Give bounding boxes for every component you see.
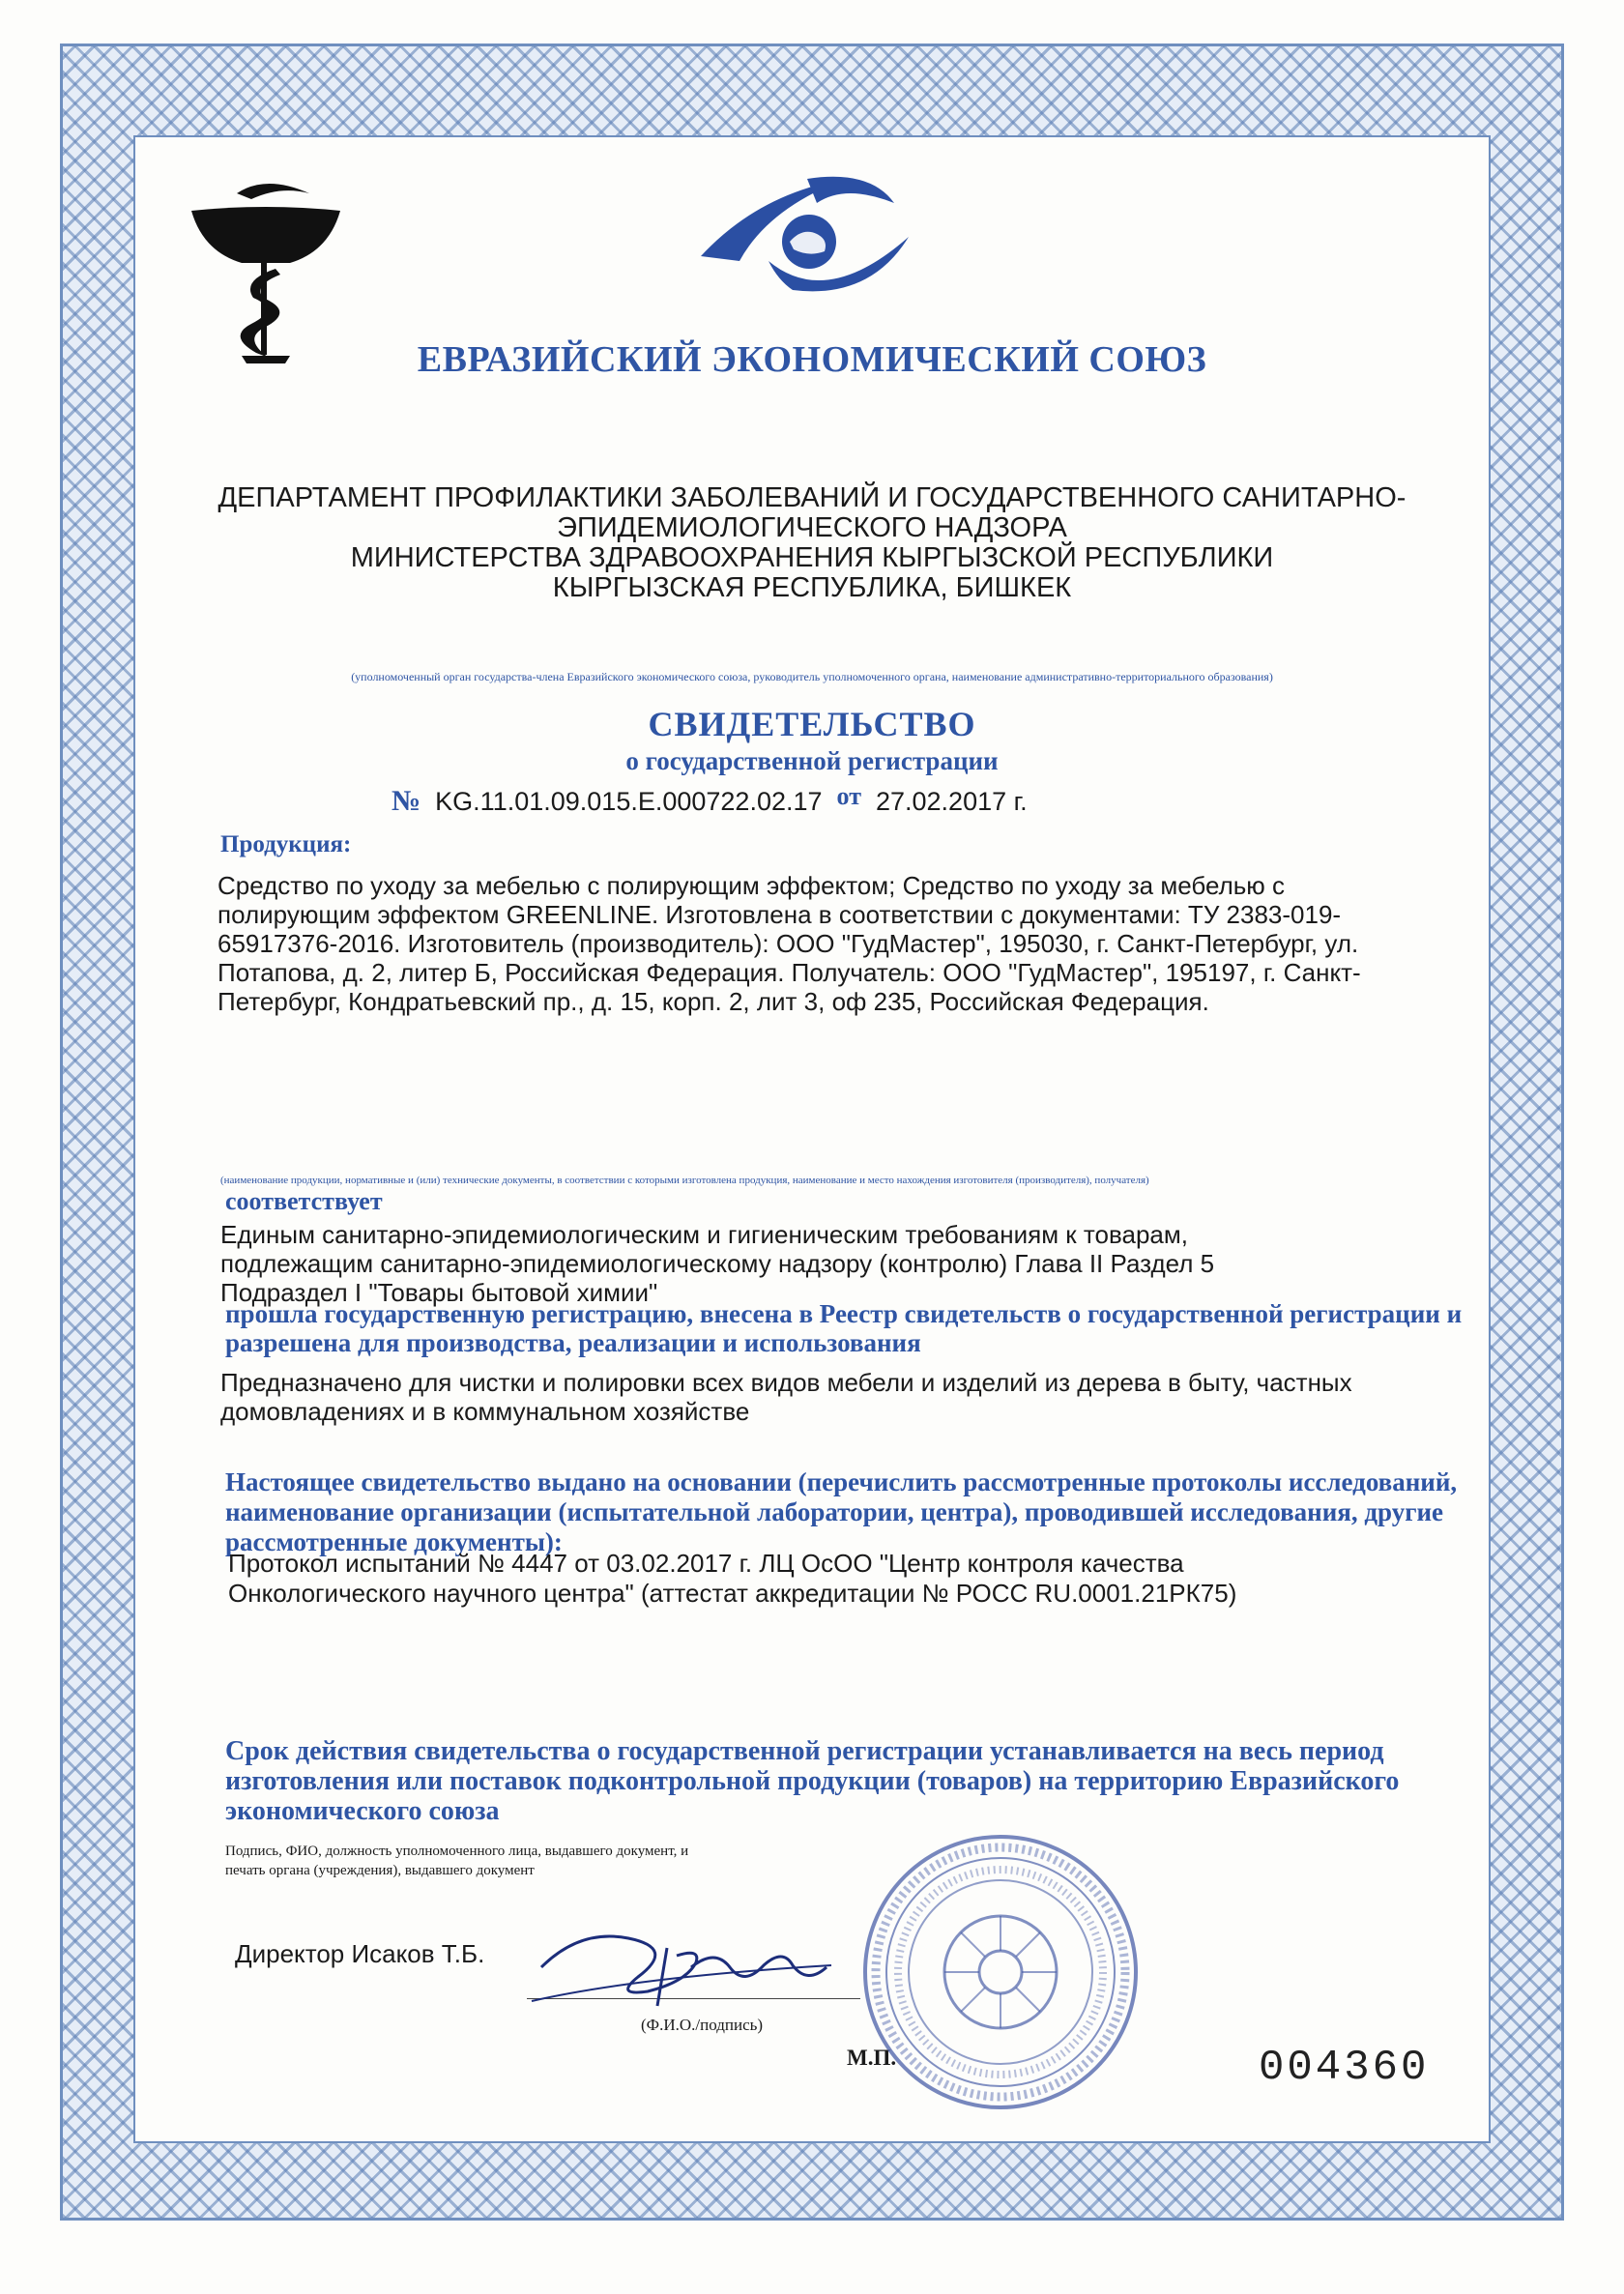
certificate-number-line xyxy=(392,782,1358,818)
authority-line: ДЕПАРТАМЕНТ ПРОФИЛАКТИКИ ЗАБОЛЕВАНИЙ И ГОСУДАРСТВЕННОГО САНИТАРНО- xyxy=(218,482,1406,513)
eaeu-logo-icon xyxy=(701,174,923,309)
authority-caption: (уполномоченный орган государства-члена Евразийского экономического союза, руководитель уполномоченного органа, наименование административно-территориального образования) xyxy=(351,670,1273,683)
purpose-text: Предназначено для чистки и полировки всех видов мебели и изделий из дерева в быту, частных домовладениях и в коммунальном хозяйстве xyxy=(220,1368,1352,1426)
certificate-date: 27.02.2017 г. xyxy=(875,787,1028,816)
authority-line: МИНИСТЕРСТВА ЗДРАВООХРАНЕНИЯ КЫРГЫЗСКОЙ РЕСПУБЛИКИ xyxy=(350,542,1274,573)
certificate-subtitle: о государственной регистрации xyxy=(625,746,999,775)
basis-text: Протокол испытаний № 4447 от 03.02.2017 г. ЛЦ ОсОО "Центр контроля качества Онкологического научного центра" (аттестат аккредитации № РОСС RU.0001.21РК75) xyxy=(228,1549,1237,1608)
products-text: Средство по уходу за мебелью с полирующим эффектом; Средство по уходу за мебелью с полирующим эффектом GREENLINE. Изготовлена в соответствии с документами: ТУ 2383-019-65917376-2016. Изготовитель (производитель): ООО "ГудМастер", 195030, г. Санкт-Петербург, ул. Потапова, д. 2, литер Б, Российская Федерация. Получатель: ООО "ГудМастер", 195197, г. Санкт-Петербург, Кондратьевский пр., д. 15, корп. 2, лит 3, оф 235, Российская Федерация. xyxy=(218,871,1361,1016)
stamp-place-label: М.П. xyxy=(847,2046,897,2070)
official-seal-icon xyxy=(856,1827,1146,2117)
authority-block xyxy=(145,483,1479,603)
conforms-label: соответствует xyxy=(225,1187,383,1215)
conforms-text: Единым санитарно-эпидемиологическим и гигиеническим требованиям к товарам, подлежащим санитарно-эпидемиологическому надзору (контролю) Глава II Раздел 5 Подраздел I "Товары бытовой химии" xyxy=(220,1220,1215,1307)
signature-caption: Подпись, ФИО, должность уполномоченного лица, выдавшего документ, и печать органа (учреждения), выдавшего документ xyxy=(225,1844,689,1878)
products-caption: (наименование продукции, нормативные и (или) технические документы, в соответствии с которыми изготовлена продукция, наименование и место нахождения изготовителя (производителя), получателя) xyxy=(220,1175,1149,1186)
serial-number: 004360 xyxy=(1259,2044,1430,2092)
director-name: Директор Исаков Т.Б. xyxy=(235,1939,485,1968)
number-mark: № xyxy=(392,785,421,817)
union-title: ЕВРАЗИЙСКИЙ ЭКОНОМИЧЕСКИЙ СОЮЗ xyxy=(417,339,1207,380)
authority-line: КЫРГЫЗСКАЯ РЕСПУБЛИКА, БИШКЕК xyxy=(552,572,1072,603)
basis-label: Настоящее свидетельство выдано на основании (перечислить рассмотренные протоколы исследований, наименование организации (испытательной лаборатории, центра), проводившей исследования, другие рассмотренные документы): xyxy=(225,1467,1458,1556)
validity-text: Срок действия свидетельства о государственной регистрации устанавливается на весь период изготовления или поставок подконтрольной продукции (товаров) на территорию Евразийского экономического союза xyxy=(225,1736,1400,1826)
date-prefix: от xyxy=(836,782,861,810)
authority-line: ЭПИДЕМИОЛОГИЧЕСКОГО НАДЗОРА xyxy=(557,512,1067,543)
registered-text: прошла государственную регистрацию, внесена в Реестр свидетельств о государственной регистрации и разрешена для производства, реализации и использования xyxy=(225,1299,1463,1357)
products-label: Продукция: xyxy=(220,831,352,857)
certificate-number: KG.11.01.09.015.Е.000722.02.17 xyxy=(435,787,823,816)
handwritten-signature-icon xyxy=(522,1909,841,2025)
certificate-title: СВИДЕТЕЛЬСТВО xyxy=(648,705,976,743)
fio-caption: (Ф.И.О./подпись) xyxy=(641,2016,764,2034)
